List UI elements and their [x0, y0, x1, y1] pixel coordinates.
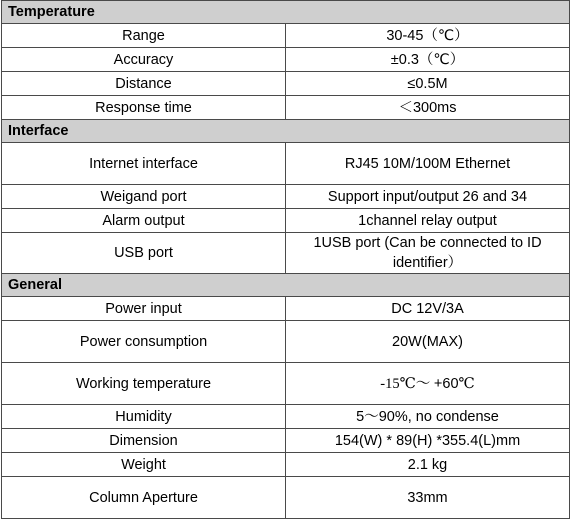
row-label: Working temperature [2, 363, 286, 405]
table-row [2, 72, 570, 96]
row-value: 5～90%, no condense [286, 405, 570, 429]
row-value [286, 363, 570, 405]
row-label: USB port [2, 233, 286, 274]
row-value: RJ45 10M/100M Ethernet [286, 143, 570, 185]
table-row [2, 429, 570, 453]
table-row [2, 297, 570, 321]
row-value: ±0.3（℃） [286, 48, 570, 72]
table-row [2, 185, 570, 209]
table-row [2, 477, 570, 519]
row-label: Weigand port [2, 185, 286, 209]
temp-unit: ℃ [458, 375, 475, 392]
row-label: Response time [2, 96, 286, 120]
table-row [2, 405, 570, 429]
row-label: Accuracy [2, 48, 286, 72]
row-value: 20W(MAX) [286, 321, 570, 363]
section-title: Interface [2, 120, 570, 143]
row-value: ≤0.5M [286, 72, 570, 96]
row-label: Column Aperture [2, 477, 286, 519]
table-row [2, 363, 570, 405]
row-label: Dimension [2, 429, 286, 453]
spec-table [1, 0, 570, 519]
row-value: 154(W) * 89(H) *355.4(L)mm [286, 429, 570, 453]
row-label: Range [2, 24, 286, 48]
row-label: Power input [2, 297, 286, 321]
row-label: Internet interface [2, 143, 286, 185]
table-row [2, 453, 570, 477]
row-value: 30-45（℃） [286, 24, 570, 48]
section-title: Temperature [2, 1, 570, 24]
table-row [2, 209, 570, 233]
row-label: Humidity [2, 405, 286, 429]
table-row [2, 96, 570, 120]
section-header-temperature [2, 1, 570, 24]
row-value: ＜300ms [286, 96, 570, 120]
row-label: Distance [2, 72, 286, 96]
row-value: 1USB port (Can be connected to ID identifier） [286, 233, 570, 274]
table-row [2, 48, 570, 72]
temp-high-number: +60 [433, 375, 459, 392]
table-row [2, 24, 570, 48]
section-title: General [2, 274, 570, 297]
section-header-interface [2, 120, 570, 143]
row-value: 33mm [286, 477, 570, 519]
row-value: 1channel relay output [286, 209, 570, 233]
table-row [2, 321, 570, 363]
row-label: Weight [2, 453, 286, 477]
row-value: DC 12V/3A [286, 297, 570, 321]
temp-low-text: -15℃～ [380, 375, 434, 392]
row-label: Power consumption [2, 321, 286, 363]
row-value: 2.1 kg [286, 453, 570, 477]
table-row [2, 233, 570, 274]
row-label: Alarm output [2, 209, 286, 233]
table-row [2, 143, 570, 185]
row-value: Support input/output 26 and 34 [286, 185, 570, 209]
section-header-general [2, 274, 570, 297]
